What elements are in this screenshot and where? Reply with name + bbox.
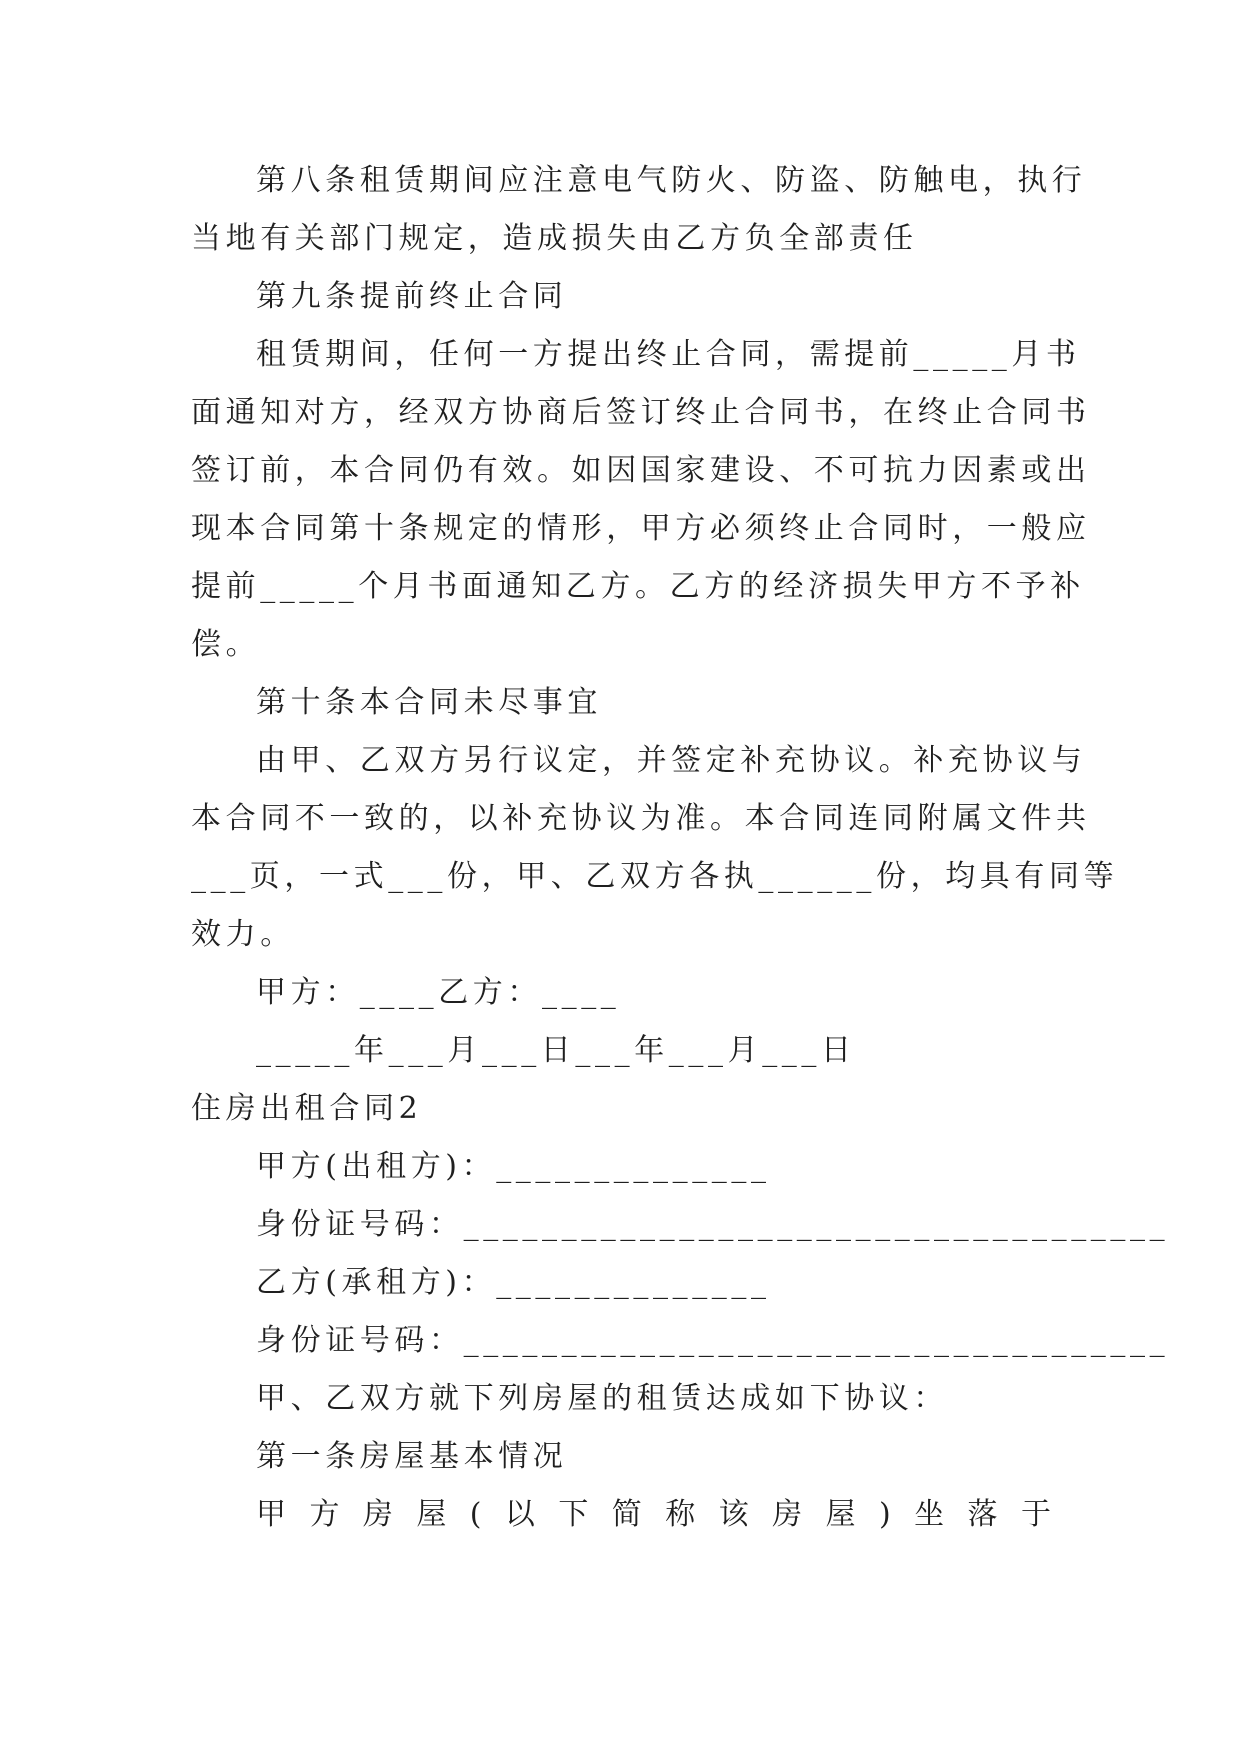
paragraph-line: 提前_____个月书面通知乙方。乙方的经济损失甲方不予补 bbox=[191, 569, 1085, 604]
document-page bbox=[191, 152, 1170, 1544]
section-heading: 第九条提前终止合同 bbox=[256, 279, 568, 314]
party-b-id-field: 身份证号码：____________________________________ bbox=[256, 1323, 1170, 1358]
party-b-field: 乙方(承租方)：______________ bbox=[256, 1265, 771, 1300]
paragraph-line: 第八条租赁期间应注意电气防火、防盗、防触电，执行 bbox=[256, 163, 1087, 198]
paragraph-line: 现本合同第十条规定的情形，甲方必须终止合同时，一般应 bbox=[191, 511, 1091, 546]
paragraph-line: 当地有关部门规定，造成损失由乙方负全部责任 bbox=[191, 221, 918, 256]
paragraph-line: 租赁期间，任何一方提出终止合同，需提前_____月书 bbox=[256, 337, 1081, 372]
party-a-id-field: 身份证号码：____________________________________ bbox=[256, 1207, 1170, 1242]
party-a-field: 甲方(出租方)：______________ bbox=[256, 1149, 771, 1184]
paragraph-line: 面通知对方，经双方协商后签订终止合同书，在终止合同书 bbox=[191, 395, 1091, 430]
contract-title: 住房出租合同2 bbox=[191, 1091, 423, 1126]
paragraph-line: 由甲、乙双方另行议定，并签定补充协议。补充协议与 bbox=[256, 743, 1087, 778]
paragraph-line: 签订前，本合同仍有效。如因国家建设、不可抗力因素或出 bbox=[191, 453, 1091, 488]
paragraph-line: ___页，一式___份，甲、乙双方各执______份，均具有同等 bbox=[191, 859, 1119, 894]
agreement-intro: 甲、乙双方就下列房屋的租赁达成如下协议： bbox=[256, 1381, 948, 1416]
paragraph-line: 甲方房屋(以下简称该房屋)坐落于 bbox=[256, 1497, 1051, 1532]
section-heading: 第十条本合同未尽事宜 bbox=[256, 685, 602, 720]
section-heading: 第一条房屋基本情况 bbox=[256, 1439, 568, 1474]
paragraph-line: 偿。 bbox=[191, 627, 261, 662]
signature-line: 甲方：____乙方：____ bbox=[256, 975, 621, 1010]
paragraph-line: 本合同不一致的，以补充协议为准。本合同连同附属文件共 bbox=[191, 801, 1091, 836]
paragraph-line: 效力。 bbox=[191, 917, 295, 952]
date-line: _____年___月___日___年___月___日 bbox=[256, 1033, 856, 1068]
